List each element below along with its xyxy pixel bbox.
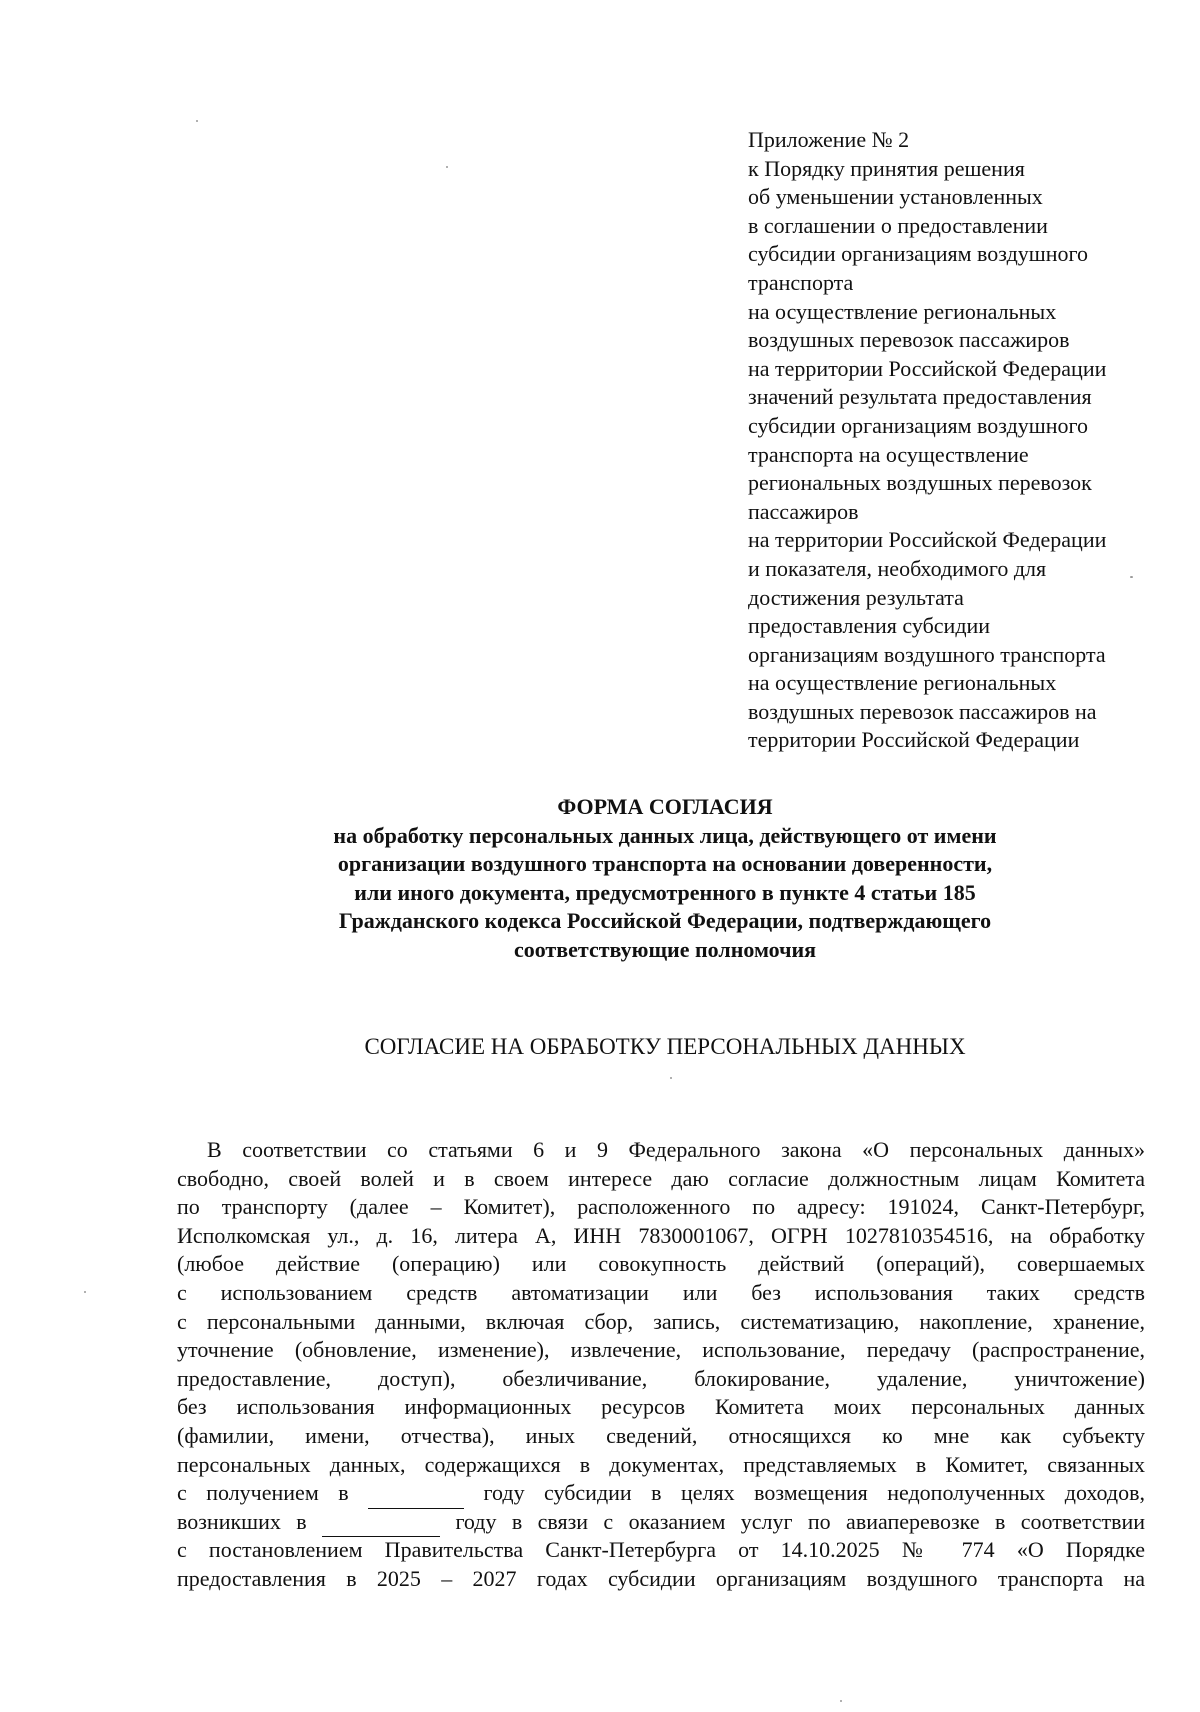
appendix-line: на территории Российской Федерации [748,527,1107,553]
appendix-line: субсидии организациям воздушного [748,241,1088,267]
form-title [200,793,1130,965]
form-title-line: соответствующие полномочия [513,936,817,962]
form-title-line: или иного документа, предусмотренного в пункте 4 статьи 185 [354,879,976,905]
body-line: с постановлением Правительства Санкт-Петербурга от 14.10.2025 № 774 «О Порядке [177,1537,1145,1563]
appendix-line: транспорта [748,269,854,295]
form-title-line: организации воздушного транспорта на основании доверенности, [337,851,993,877]
appendix-line: воздушных перевозок пассажиров на [748,698,1097,724]
form-title-line: на обработку персональных данных лица, действующего от имени [333,822,997,848]
appendix-line: территории Российской Федерации [748,727,1080,753]
appendix-line: и показателя, необходимого для [748,555,1047,581]
body-line: (любое действие (операцию) или совокупность действий (операций), совершаемых [177,1251,1145,1277]
appendix-line: региональных воздушных перевозок [748,470,1092,496]
body-line: свободно, своей волей и в своем интересе даю согласие должностным лицам Комитета [177,1165,1145,1191]
appendix-line: к Порядку принятия решения [748,155,1025,181]
appendix-line: Приложение № 2 [748,127,910,152]
scan-speck [196,120,198,122]
body-line: предоставления в 2025 – 2027 годах субсидии организациям воздушного транспорта на [177,1565,1145,1591]
body-line: с использованием средств автоматизации или без использования таких средств [177,1279,1145,1305]
body-line: по транспорту (далее – Комитет), расположенного по адресу: 191024, Санкт-Петербург, [177,1194,1145,1220]
appendix-line: достижения результата [748,584,964,610]
consent-body [177,1136,1145,1594]
appendix-line: на осуществление региональных [748,670,1057,696]
appendix-line: пассажиров [748,498,859,524]
body-line: предоставление, доступ), обезличивание, блокирование, удаление, уничтожение) [177,1365,1145,1391]
appendix-header [748,126,1168,755]
scan-speck [670,1077,672,1079]
appendix-line: воздушных перевозок пассажиров [748,327,1070,353]
appendix-line: предоставления субсидии [748,613,991,639]
year-blank-field[interactable] [322,1508,440,1538]
scan-speck [1130,576,1133,578]
year-blank-field[interactable] [368,1479,464,1509]
body-line: В соответствии со статьями 6 и 9 Федерального закона «О персональных данных» [207,1137,1145,1162]
body-line: без использования информационных ресурсов Комитета моих персональных данных [177,1394,1145,1420]
appendix-line: субсидии организациям воздушного [748,412,1088,438]
scan-speck [840,1700,842,1702]
appendix-line: транспорта на осуществление [748,441,1029,467]
form-title-heading: ФОРМА СОГЛАСИЯ [557,794,773,819]
body-line: (фамилии, имени, отчества), иных сведений, относящихся ко мне как субъекту [177,1422,1145,1448]
body-line: Исполкомская ул., д. 16, литера А, ИНН 7830001067, ОГРН 1027810354516, на обработку [177,1222,1145,1248]
appendix-line: организациям воздушного транспорта [748,641,1106,667]
body-line: возникших в году в связи с оказанием услуг по авиаперевозке в соответствии [177,1508,1145,1537]
appendix-line: на территории Российской Федерации [748,355,1107,381]
consent-title: СОГЛАСИЕ НА ОБРАБОТКУ ПЕРСОНАЛЬНЫХ ДАННЫХ [364,1034,966,1059]
appendix-line: значений результата предоставления [748,384,1092,410]
body-line: персональных данных, содержащихся в документах, представляемых в Комитет, связанных [177,1451,1145,1477]
appendix-line: об уменьшении установленных [748,184,1043,210]
form-title-line: Гражданского кодекса Российской Федерации, подтверждающего [338,908,992,934]
appendix-line: в соглашении о предоставлении [748,212,1048,238]
scan-speck [84,1291,86,1293]
appendix-line: на осуществление региональных [748,298,1057,324]
body-line: уточнение (обновление, изменение), извлечение, использование, передачу (распространение, [177,1337,1145,1363]
body-line: с персональными данными, включая сбор, запись, систематизацию, накопление, хранение, [177,1308,1145,1334]
scan-speck [446,166,448,168]
body-line: с получением в году субсидии в целях возмещения недополученных доходов, [177,1479,1145,1508]
